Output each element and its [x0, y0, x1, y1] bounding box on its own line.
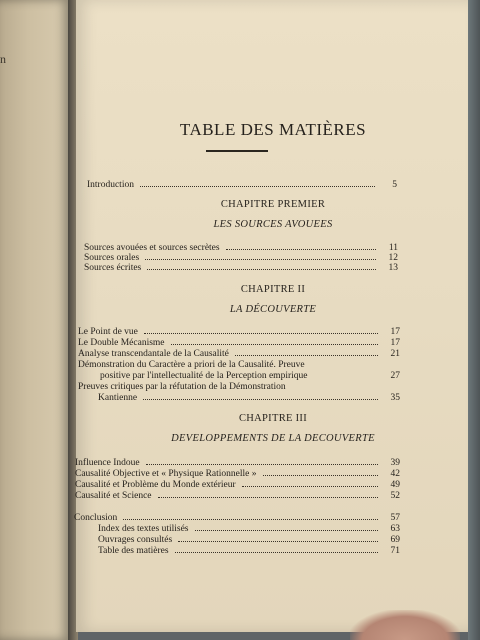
toc-entry: [78, 338, 400, 349]
toc-entry-page-wrap: [380, 371, 400, 382]
toc-entry-label: Le Point de vue: [78, 327, 138, 337]
toc-entry-page: 11: [388, 243, 398, 253]
chapter-heading-2: CHAPITRE II: [240, 284, 306, 295]
toc-entry-page: 69: [390, 535, 400, 545]
toc-entry-page: 42: [390, 469, 400, 479]
toc-entry-conclusion: [74, 513, 400, 524]
chapter-subtitle-2: LA DÉCOUVERTE: [229, 304, 317, 315]
toc-entry-page: 49: [390, 480, 400, 490]
leader-dots: [123, 519, 378, 520]
toc-entry: [98, 393, 400, 404]
toc-entry: [78, 327, 400, 338]
leader-dots: [235, 355, 378, 356]
toc-entry-page: 57: [390, 513, 400, 523]
toc-entry: [98, 546, 400, 557]
leader-dots: [144, 333, 378, 334]
facing-page: [0, 0, 70, 640]
toc-entry-page: 21: [390, 349, 400, 359]
toc-entry-label: Analyse transcendantale de la Causalité: [78, 349, 229, 359]
toc-entry-label: Sources orales: [84, 253, 140, 263]
facing-page-text: n: [0, 52, 6, 66]
leader-dots: [145, 259, 376, 260]
leader-dots: [140, 186, 375, 187]
toc-entry-label: Causalité et Problème du Monde extérieur: [75, 480, 236, 490]
leader-dots: [146, 464, 378, 465]
chapter-heading-3: CHAPITRE III: [238, 413, 308, 424]
leader-dots: [158, 497, 379, 498]
toc-entry-label-line1: Démonstration du Caractère a priori de la Causalité. Preuve: [78, 360, 305, 370]
leader-dots: [226, 249, 376, 250]
toc-entry-label: Index des textes utilisés: [98, 524, 189, 534]
toc-entry-multiline: [78, 360, 378, 382]
toc-entry: [75, 458, 400, 469]
toc-entry-page: 13: [388, 263, 398, 273]
toc-entry-label: Causalité Objective et « Physique Rationnelle »: [75, 469, 257, 479]
toc-entry-page: 12: [388, 253, 398, 263]
toc-entry-label: Le Double Mécanisme: [78, 338, 165, 348]
toc-entry-label: Conclusion: [74, 513, 118, 523]
toc-entry: [78, 349, 400, 360]
toc-entry-page: 27: [390, 371, 400, 381]
background-edge: [468, 0, 480, 640]
toc-entry-label: Influence Indoue: [75, 458, 140, 468]
toc-entry-label-line1: Preuves critiques par la réfutation de la Démonstration: [78, 382, 286, 392]
leader-dots: [195, 530, 379, 531]
toc-entry: [75, 469, 400, 480]
toc-entry-label-line2: Kantienne: [98, 393, 138, 403]
toc-entry-label: Introduction: [87, 180, 134, 190]
chapter-heading-1: CHAPITRE PREMIER: [220, 199, 326, 210]
toc-entry-label: Ouvrages consultés: [98, 535, 173, 545]
toc-entry-label: Sources avouées et sources secrètes: [84, 243, 220, 253]
toc-entry-multiline: [78, 382, 378, 393]
leader-dots: [171, 344, 378, 345]
toc-entry: [84, 263, 398, 274]
toc-entry-page: 5: [392, 180, 397, 190]
toc-entry-label-line2: positive par l'intellectualité de la Perception empirique: [100, 371, 308, 381]
toc-entry-page: 17: [390, 327, 400, 337]
leader-dots: [143, 399, 378, 400]
toc-entry-page: 17: [390, 338, 400, 348]
toc-entry-label: Table des matières: [98, 546, 169, 556]
toc-entry: [98, 535, 400, 546]
leader-dots: [147, 269, 376, 270]
leader-dots: [178, 541, 378, 542]
leader-dots: [175, 552, 378, 553]
toc-entry-page: 35: [390, 393, 400, 403]
toc-entry-page: 39: [390, 458, 400, 468]
toc-entry: [75, 491, 400, 502]
toc-entry-introduction: [87, 180, 397, 191]
toc-entry-page: 71: [390, 546, 400, 556]
toc-entry-page: 63: [390, 524, 400, 534]
chapter-subtitle-1: LES SOURCES AVOUEES: [213, 219, 333, 230]
chapter-subtitle-3: DEVELOPPEMENTS DE LA DECOUVERTE: [171, 433, 375, 444]
toc-entry: [75, 480, 400, 491]
toc-entry-label: Sources écrites: [84, 263, 142, 273]
leader-dots: [242, 486, 378, 487]
thumb: [350, 610, 460, 640]
page-title: TABLE DES MATIÈRES: [179, 120, 367, 139]
toc-entry-page: 52: [390, 491, 400, 501]
leader-dots: [263, 475, 378, 476]
toc-entry: [98, 524, 400, 535]
title-rule: [206, 150, 268, 152]
toc-entry-label: Causalité et Science: [75, 491, 152, 501]
